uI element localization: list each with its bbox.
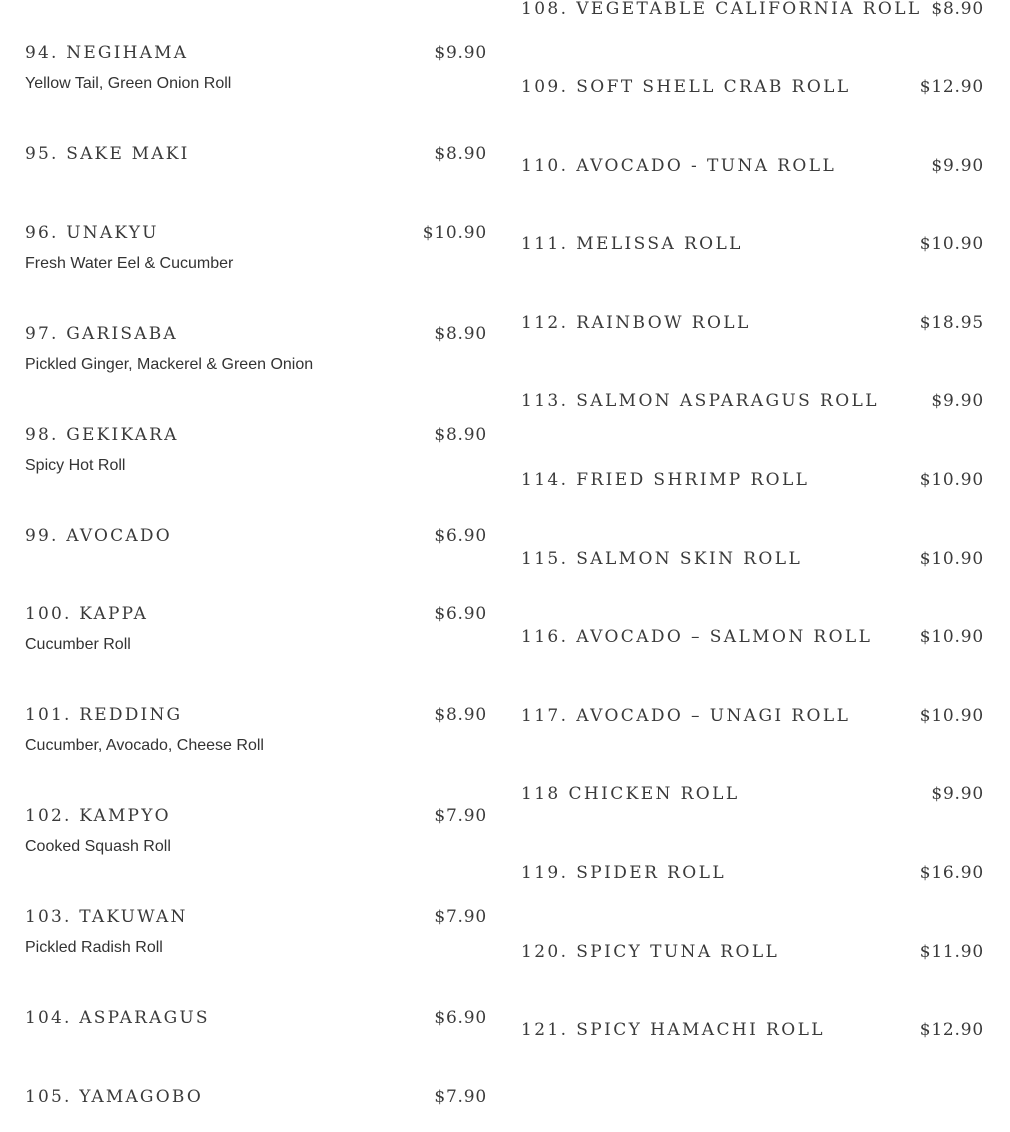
menu-item-name: 120. SPICY TUNA ROLL [521, 942, 780, 962]
menu-item-header [521, 783, 984, 805]
menu-item-name: 110. AVOCADO - TUNA ROLL [521, 156, 837, 176]
menu-item-name: 104. ASPARAGUS [25, 1008, 210, 1028]
menu-item-price: $9.90 [931, 391, 984, 411]
menu-item-price: $9.90 [931, 156, 984, 176]
menu-item [25, 222, 487, 272]
menu-item-description: Spicy Hot Roll [25, 457, 126, 474]
menu-item-price: $8.90 [434, 425, 487, 445]
menu-item-price: $6.90 [434, 526, 487, 546]
menu-item-header [25, 323, 487, 345]
menu-item-price: $6.90 [434, 1008, 487, 1028]
menu-item-header [521, 1019, 984, 1041]
menu-item-header [521, 626, 984, 648]
menu-item-header [25, 424, 487, 446]
menu-item [521, 312, 984, 334]
menu-item-header [521, 155, 984, 177]
menu-item-name: 105. YAMAGOBO [25, 1087, 203, 1107]
menu-item-price: $9.90 [434, 43, 487, 63]
menu-item-price: $10.90 [422, 223, 487, 243]
menu-item [25, 42, 487, 92]
menu-item [25, 1086, 487, 1108]
menu-item-name: 103. TAKUWAN [25, 907, 188, 927]
menu-item-name: 114. FRIED SHRIMP ROLL [521, 470, 810, 490]
menu-item-header [25, 143, 487, 165]
menu-item [25, 1007, 487, 1029]
menu-item [521, 233, 984, 255]
menu-item-price: $7.90 [434, 806, 487, 826]
menu-item-price: $10.90 [919, 627, 984, 647]
menu-item-name: 116. AVOCADO – SALMON ROLL [521, 627, 873, 647]
menu-item-price: $8.90 [931, 0, 984, 19]
menu-item-name: 99. AVOCADO [25, 526, 172, 546]
menu-item-name: 117. AVOCADO – UNAGI ROLL [521, 706, 851, 726]
menu-item [521, 941, 984, 963]
menu-item-name: 97. GARISABA [25, 324, 178, 344]
menu-item-header [521, 233, 984, 255]
menu-item-description: Cucumber, Avocado, Cheese Roll [25, 737, 264, 754]
menu-item [25, 805, 487, 855]
menu-item-header [521, 0, 984, 20]
menu-item [25, 525, 487, 547]
menu-item-header [25, 222, 487, 244]
menu-item-price: $12.90 [919, 77, 984, 97]
menu-item-price: $8.90 [434, 324, 487, 344]
menu-item-header [521, 390, 984, 412]
menu-item-header [25, 1007, 487, 1029]
menu-item-price: $12.90 [919, 1020, 984, 1040]
menu-item [521, 390, 984, 412]
menu-item-header [25, 525, 487, 547]
menu-item-header [25, 42, 487, 64]
menu-item-header [25, 704, 487, 726]
menu-item [25, 323, 487, 373]
menu-item-name: 108. VEGETABLE CALIFORNIA ROLL [521, 0, 922, 19]
menu-item-header [25, 906, 487, 928]
menu-item-name: 94. NEGIHAMA [25, 43, 189, 63]
menu-item-price: $6.90 [434, 604, 487, 624]
menu-item-description: Cooked Squash Roll [25, 838, 171, 855]
menu-item-description: Cucumber Roll [25, 636, 131, 653]
menu-item [25, 603, 487, 653]
menu-item-price: $11.90 [919, 942, 984, 962]
menu-item-name: 100. KAPPA [25, 604, 149, 624]
menu-item-name: 95. SAKE MAKI [25, 144, 190, 164]
menu-item [521, 155, 984, 177]
menu-item-name: 96. UNAKYU [25, 223, 159, 243]
menu-item [521, 0, 984, 20]
menu-item-description: Fresh Water Eel & Cucumber [25, 255, 234, 272]
menu-item-description: Yellow Tail, Green Onion Roll [25, 75, 232, 92]
menu-item-name: 111. MELISSA ROLL [521, 234, 743, 254]
menu-item [25, 704, 487, 754]
menu-item [521, 705, 984, 727]
menu-item [25, 143, 487, 165]
menu-item [521, 862, 984, 884]
menu-item-header [521, 705, 984, 727]
menu-item-name: 118 CHICKEN ROLL [521, 784, 740, 804]
menu-item-header [521, 548, 984, 570]
menu-item-name: 112. RAINBOW ROLL [521, 313, 751, 333]
menu-item-price: $8.90 [434, 705, 487, 725]
menu-item-price: $8.90 [434, 144, 487, 164]
menu-item-name: 115. SALMON SKIN ROLL [521, 549, 803, 569]
menu-item-price: $18.95 [919, 313, 984, 333]
menu-item-header [521, 312, 984, 334]
menu-item-header [521, 862, 984, 884]
menu-item-name: 109. SOFT SHELL CRAB ROLL [521, 77, 851, 97]
menu-item [521, 1019, 984, 1041]
menu-item-price: $7.90 [434, 907, 487, 927]
menu-item-price: $9.90 [931, 784, 984, 804]
menu-item [521, 548, 984, 570]
menu-item-header [521, 941, 984, 963]
menu-item-price: $7.90 [434, 1087, 487, 1107]
menu-item [521, 626, 984, 648]
menu-item-name: 121. SPICY HAMACHI ROLL [521, 1020, 825, 1040]
menu-item-header [25, 805, 487, 827]
menu-item-price: $10.90 [919, 706, 984, 726]
menu-item-name: 119. SPIDER ROLL [521, 863, 727, 883]
menu-item-header [521, 469, 984, 491]
menu-item [25, 424, 487, 474]
menu-item [521, 783, 984, 805]
menu-item-name: 102. KAMPYO [25, 806, 171, 826]
menu-item-price: $10.90 [919, 470, 984, 490]
menu-item-description: Pickled Radish Roll [25, 939, 163, 956]
menu-item-name: 113. SALMON ASPARAGUS ROLL [521, 391, 879, 411]
menu-item-header [521, 76, 984, 98]
menu-item-name: 101. REDDING [25, 705, 183, 725]
menu-item [521, 76, 984, 98]
menu-item-price: $16.90 [919, 863, 984, 883]
menu-item [521, 469, 984, 491]
menu-item-header [25, 1086, 487, 1108]
menu-item-header [25, 603, 487, 625]
menu-item-description: Pickled Ginger, Mackerel & Green Onion [25, 356, 314, 373]
menu-item-price: $10.90 [919, 234, 984, 254]
menu-item-name: 98. GEKIKARA [25, 425, 179, 445]
menu-item-price: $10.90 [919, 549, 984, 569]
menu-item [25, 906, 487, 956]
